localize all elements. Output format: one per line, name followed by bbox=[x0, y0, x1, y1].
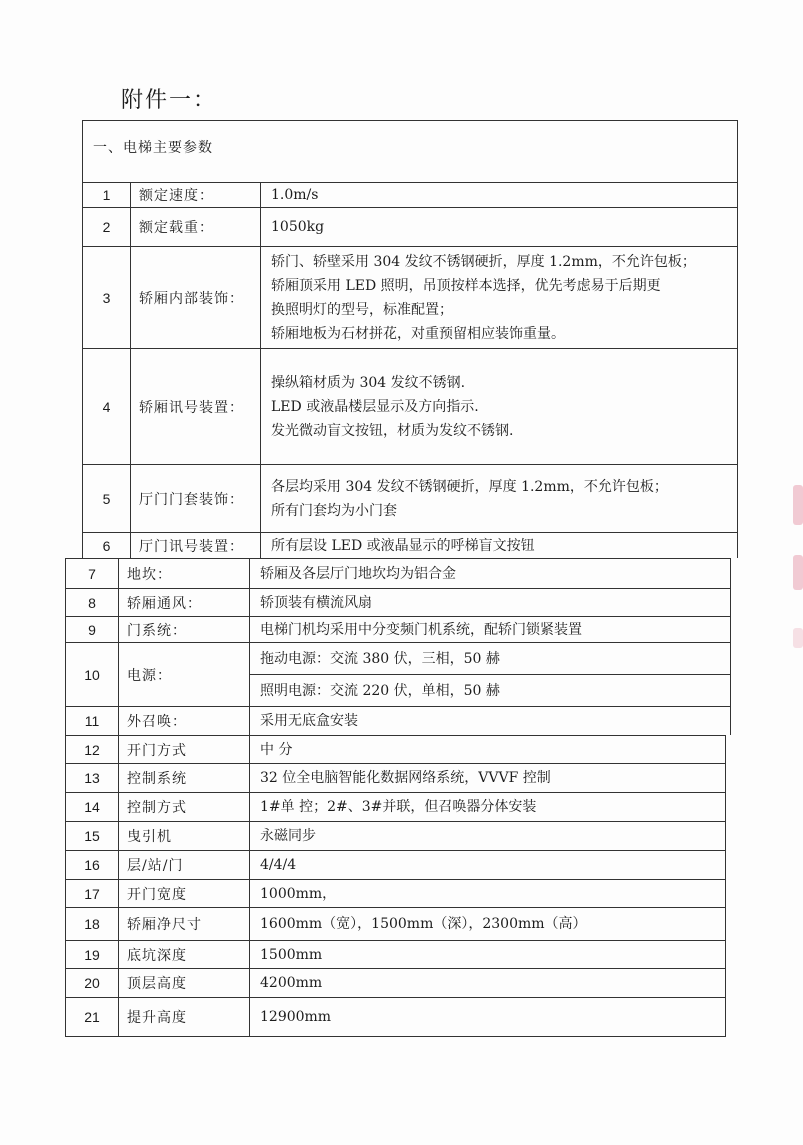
parameter-value bbox=[261, 533, 737, 558]
parameter-value-line: 轿门、轿壁采用 304 发纹不锈钢硬折，厚度 1.2mm，不允许包板； bbox=[271, 253, 696, 270]
table-row bbox=[65, 616, 731, 642]
parameter-label: 轿厢内部装饰： bbox=[131, 247, 261, 348]
parameter-label: 轿厢讯号装置： bbox=[131, 349, 261, 464]
table-row bbox=[65, 735, 726, 763]
parameter-value-line: 1600mm（宽），1500mm（深），2300mm（高） bbox=[260, 916, 587, 932]
parameter-value-line: 1500mm bbox=[260, 946, 323, 963]
parameter-label: 电源： bbox=[119, 643, 250, 706]
table-row bbox=[65, 997, 726, 1037]
parameter-value bbox=[250, 589, 730, 616]
table-row bbox=[65, 940, 726, 968]
parameter-value bbox=[261, 465, 737, 532]
parameter-label: 层/站/门 bbox=[119, 851, 250, 879]
row-number: 17 bbox=[66, 880, 119, 907]
parameter-value-line: 1#单 控；2#、3#并联，但召唤器分体安装 bbox=[260, 799, 537, 815]
parameter-value bbox=[261, 183, 737, 207]
parameter-value-line: 32 位全电脑智能化数据网络系统，VVVF 控制 bbox=[260, 770, 551, 786]
parameter-value-line: 1050kg bbox=[271, 219, 325, 235]
parameter-label: 外召唤： bbox=[119, 707, 250, 735]
parameter-value-line: 4200mm bbox=[260, 975, 323, 991]
parameter-label: 控制系统 bbox=[119, 764, 250, 792]
row-number: 12 bbox=[66, 736, 119, 763]
parameter-value bbox=[250, 617, 730, 642]
parameter-value bbox=[250, 969, 725, 997]
parameter-value-line: 轿厢地板为石材拼花，对重预留相应装饰重量。 bbox=[271, 325, 565, 342]
row-number: 20 bbox=[66, 969, 119, 997]
row-number: 15 bbox=[66, 822, 119, 850]
parameter-value-line: 1.0m/s bbox=[271, 187, 319, 203]
row-number: 13 bbox=[66, 764, 119, 792]
parameter-value-line: 轿顶装有横流风扇 bbox=[260, 594, 372, 611]
parameter-value-line: 4/4/4 bbox=[260, 857, 297, 873]
parameter-value-line: 永磁同步 bbox=[260, 828, 316, 844]
parameter-value-line: 拖动电源：交流 380 伏，三相，50 赫 bbox=[250, 643, 730, 675]
parameter-label: 控制方式 bbox=[119, 793, 250, 821]
table-row bbox=[65, 763, 726, 792]
table-row bbox=[65, 642, 731, 706]
parameter-value bbox=[250, 707, 730, 735]
row-number: 21 bbox=[66, 998, 119, 1036]
table-row bbox=[82, 464, 738, 532]
parameter-label: 厅门门套装饰： bbox=[131, 465, 261, 532]
parameter-value-line: 所有层设 LED 或液晶显示的呼梯盲文按钮 bbox=[271, 537, 535, 554]
parameter-value-line: 轿厢顶采用 LED 照明，吊顶按样本选择，优先考虑易于后期更 bbox=[271, 277, 661, 294]
parameter-value-line: 轿厢及各层厅门地坎均为铝合金 bbox=[260, 565, 456, 582]
parameter-value bbox=[250, 643, 730, 706]
parameter-value-line: 1000mm， bbox=[260, 885, 337, 902]
row-number: 7 bbox=[66, 559, 119, 588]
row-number: 6 bbox=[83, 533, 131, 558]
parameter-value-line: 换照明灯的型号，标准配置； bbox=[271, 301, 453, 318]
parameter-value bbox=[250, 822, 725, 850]
parameter-value-line: 照明电源：交流 220 伏，单相，50 赫 bbox=[260, 683, 500, 700]
parameter-value-line: 发光微动盲文按钮，材质为发纹不锈钢. bbox=[271, 422, 514, 439]
table-row bbox=[65, 706, 731, 735]
parameter-value bbox=[250, 998, 725, 1036]
parameter-value-line: 电梯门机均采用中分变频门机系统，配轿门锁紧装置 bbox=[260, 621, 582, 638]
parameter-label: 轿厢通风： bbox=[119, 589, 250, 616]
parameter-value bbox=[261, 247, 737, 348]
row-number: 11 bbox=[66, 707, 119, 735]
row-number: 2 bbox=[83, 208, 131, 246]
parameter-value bbox=[250, 941, 725, 968]
parameter-value bbox=[261, 349, 737, 464]
parameter-value-line: 各层均采用 304 发纹不锈钢硬折，厚度 1.2mm，不允许包板； bbox=[271, 478, 668, 495]
parameter-label: 额定速度： bbox=[131, 183, 261, 207]
table-row bbox=[82, 207, 738, 246]
row-number: 10 bbox=[66, 643, 119, 706]
table-row bbox=[65, 588, 731, 616]
row-number: 5 bbox=[83, 465, 131, 532]
parameter-label: 轿厢净尺寸 bbox=[119, 908, 250, 940]
row-number: 14 bbox=[66, 793, 119, 821]
parameter-label: 开门方式 bbox=[119, 736, 250, 763]
table-row bbox=[65, 821, 726, 850]
parameter-label: 顶层高度 bbox=[119, 969, 250, 997]
table-row bbox=[82, 182, 738, 207]
row-number: 8 bbox=[66, 589, 119, 616]
parameter-value-line: 操纵箱材质为 304 发纹不锈钢. bbox=[271, 374, 466, 391]
row-number: 9 bbox=[66, 617, 119, 642]
parameter-label: 曳引机 bbox=[119, 822, 250, 850]
parameter-label: 提升高度 bbox=[119, 998, 250, 1036]
parameter-label: 额定载重： bbox=[131, 208, 261, 246]
table-row bbox=[65, 558, 731, 588]
table-row bbox=[65, 879, 726, 907]
parameter-value-line: 中 分 bbox=[260, 741, 293, 758]
parameter-value bbox=[250, 559, 730, 588]
row-number: 18 bbox=[66, 908, 119, 940]
parameter-value bbox=[250, 880, 725, 907]
red-stamp-mark bbox=[793, 555, 803, 590]
row-number: 1 bbox=[83, 183, 131, 207]
table-row bbox=[65, 968, 726, 997]
parameter-label: 开门宽度 bbox=[119, 880, 250, 907]
red-stamp-mark bbox=[793, 485, 803, 525]
parameter-label: 地坎： bbox=[119, 559, 250, 588]
parameter-label: 门系统： bbox=[119, 617, 250, 642]
table-row bbox=[65, 907, 726, 940]
section-header: 一、电梯主要参数 bbox=[82, 120, 738, 182]
table-row bbox=[82, 532, 738, 558]
parameter-value bbox=[250, 851, 725, 879]
parameter-value bbox=[250, 764, 725, 792]
table-row bbox=[65, 792, 726, 821]
parameter-value bbox=[261, 208, 737, 246]
red-stamp-mark bbox=[793, 628, 803, 648]
parameter-value bbox=[250, 736, 725, 763]
parameter-value bbox=[250, 793, 725, 821]
row-number: 4 bbox=[83, 349, 131, 464]
parameter-label: 底坑深度 bbox=[119, 941, 250, 968]
table-row bbox=[65, 850, 726, 879]
row-number: 19 bbox=[66, 941, 119, 968]
table-row bbox=[82, 246, 738, 348]
page-title: 附件一： bbox=[121, 88, 218, 113]
parameter-label: 厅门讯号装置： bbox=[131, 533, 261, 558]
parameter-value bbox=[250, 908, 725, 940]
parameter-value-line: LED 或液晶楼层显示及方向指示. bbox=[271, 398, 479, 415]
table-row bbox=[82, 348, 738, 464]
row-number: 16 bbox=[66, 851, 119, 879]
parameter-value-line: 采用无底盒安装 bbox=[260, 713, 358, 729]
parameter-value-line: 所有门套均为小门套 bbox=[271, 502, 397, 519]
parameter-value-line: 12900mm bbox=[260, 1009, 332, 1025]
row-number: 3 bbox=[83, 247, 131, 348]
